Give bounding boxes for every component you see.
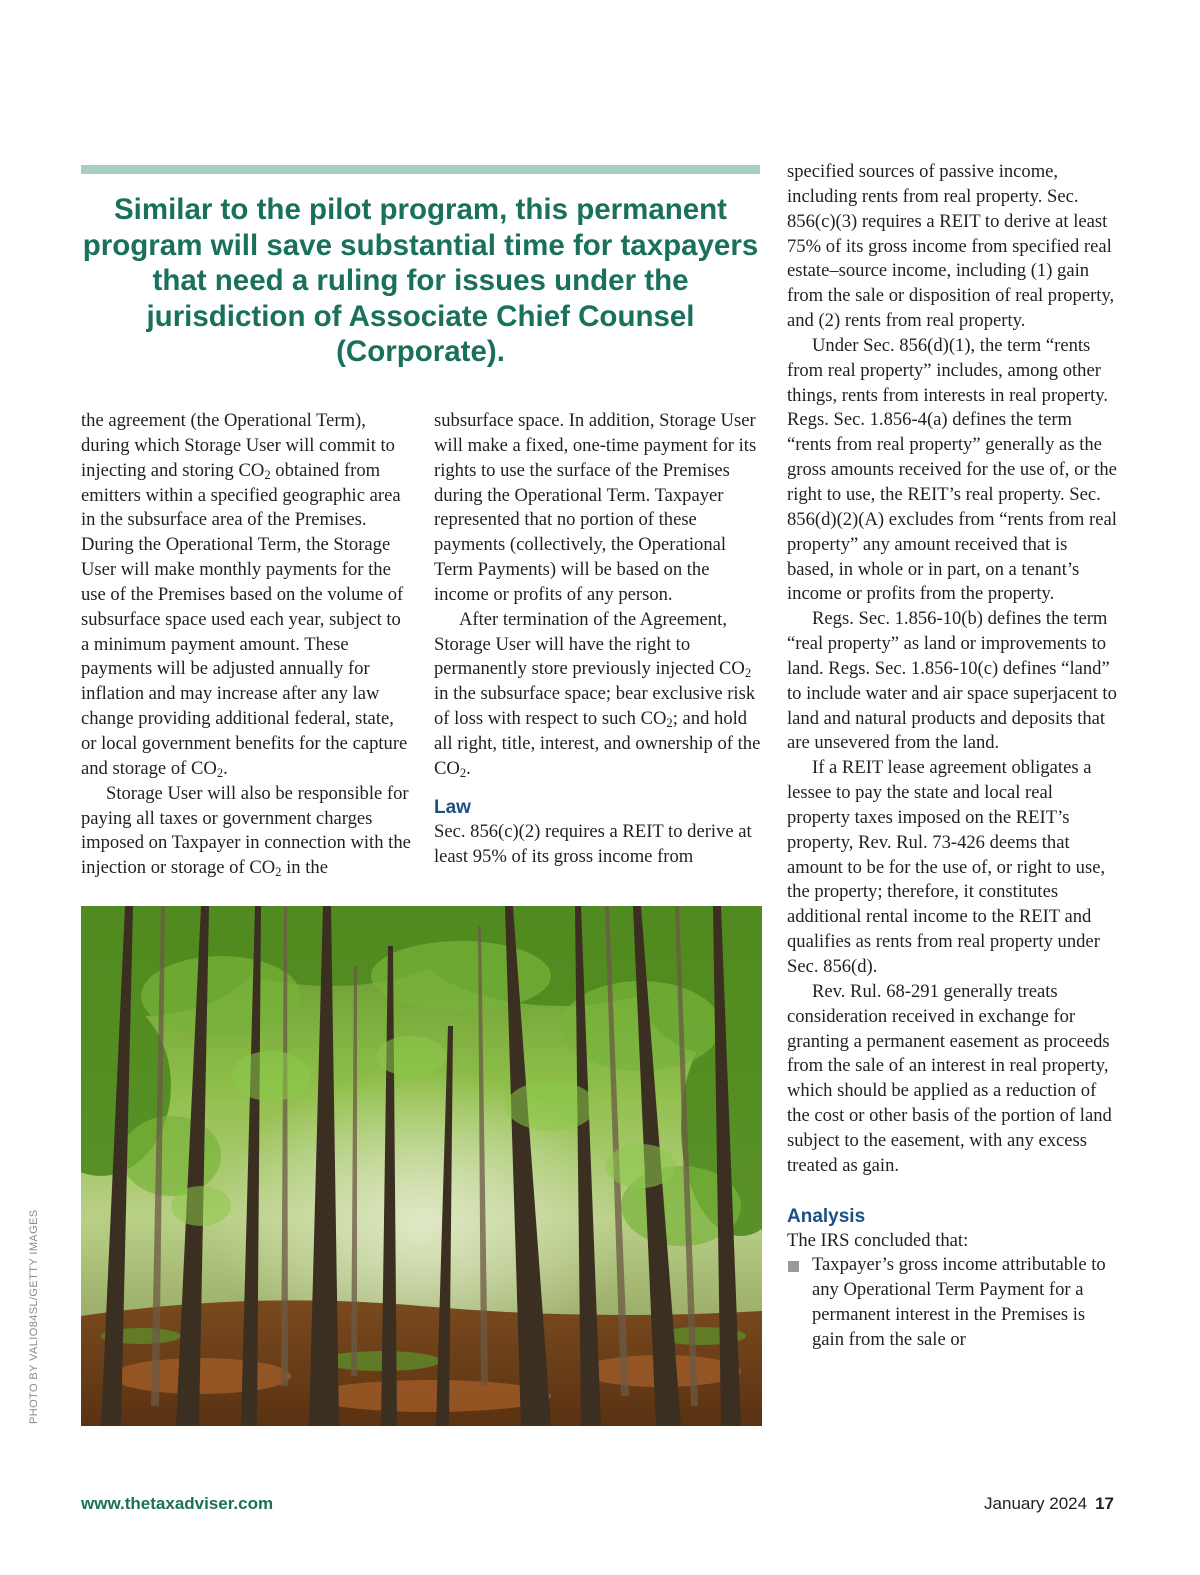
list-item: Taxpayer’s gross income attributable to any Operational Term Payment for a permanent interest in the Premises is gain from the sale or xyxy=(787,1253,1117,1352)
forest-photo xyxy=(81,906,762,1426)
article-column-1 xyxy=(81,409,411,881)
square-bullet-icon xyxy=(788,1261,799,1272)
body-paragraph: After termination of the Agreement, Storage User will have the right to permanently store previously injected $CO_2$ in the subsurface space; bear exclusive risk of loss with respect to such $CO_2$; and hold all right, title, interest, and ownership of the $CO_2$. xyxy=(434,608,761,780)
body-paragraph: Regs. Sec. 1.856-10(b) defines the term “real property” as land or improvements to land. Regs. Sec. 1.856-10(c) defines “land” to include water and air space superjacent to land and natural products and deposits that are unsevered from the land. xyxy=(787,608,1117,754)
body-paragraph: Rev. Rul. 68-291 generally treats consideration received in exchange for granting a permanent easement as proceeds from the sale of an interest in real property, which should be applied as a reduction of the cost or other basis of the portion of land subject to the easement, with any excess treated as gain. xyxy=(787,980,1112,1176)
footer-date: January 2024 xyxy=(984,1494,1088,1513)
section-heading-analysis: Analysis xyxy=(787,1205,866,1227)
section-heading-law: Law xyxy=(434,796,471,818)
article-column-2 xyxy=(434,409,764,869)
photo-credit: PHOTO BY VALIO84SL/GETTY IMAGES xyxy=(28,1209,40,1424)
body-paragraph: Sec. 856(c)(2) requires a REIT to derive at least 95% of its gross income from xyxy=(434,820,752,867)
footer-url[interactable]: www.thetaxadviser.com xyxy=(81,1494,274,1513)
pullquote-top-rule xyxy=(81,165,760,174)
body-paragraph: subsurface space. In addition, Storage User will make a fixed, one-time payment for its rights to use the surface of the Premises during the Operational Term. Taxpayer represented that no portion of these payments (collectively, the Operational Term Payments) will be based on the income or profits of any person. xyxy=(434,410,757,605)
footer-issue xyxy=(984,1494,1114,1514)
body-paragraph: If a REIT lease agreement obligates a lessee to pay the state and local real property taxes imposed on the REIT’s property, Rev. Rul. 73-426 deems that amount to be for the use of, or right to use, the property; therefore, it constitutes additional rental income to the REIT and qualifies as rents from real property under Sec. 856(d). xyxy=(787,757,1106,977)
article-column-3 xyxy=(787,160,1117,1353)
page-number: 17 xyxy=(1095,1494,1114,1513)
body-paragraph: specified sources of passive income, including rents from real property. Sec. 856(c)(3) requires a REIT to derive at least 75% of its gross income from specified real estate–source income, including (1) gain from the sale or disposition of real property, and (2) rents from real property. xyxy=(787,161,1115,332)
body-paragraph: Storage User will also be responsible for paying all taxes or government charges imposed on Taxpayer in connection with the injection or storage of $CO_2$ in the xyxy=(81,782,411,879)
body-paragraph: The IRS concluded that: xyxy=(787,1229,969,1251)
body-paragraph: Under Sec. 856(d)(1), the term “rents from real property” includes, among other things, rents from interests in real property. Regs. Sec. 1.856-4(a) defines the term “rents from real property” generally as the gross amounts received for the use of, or the right to use, the REIT’s real property. Sec. 856(d)(2)(A) excludes from “rents from real property” any amount received that is based, in whole or in part, on a tenant’s income or profits from the property. xyxy=(787,334,1117,605)
body-paragraph: the agreement (the Operational Term), during which Storage User will commit to injecting and storing $CO_2$ obtained from emitters within a specified geographic area in the subsurface area of the Premises. During the Operational Term, the Storage User will make monthly payments for the use of the Premises based on the volume of subsurface space used each year, subject to a minimum payment amount. These payments will be adjusted annually for inflation and may increase after any law change providing additional federal, state, or local government benefits for the capture and storage of $CO_2$. xyxy=(81,410,408,780)
pull-quote: Similar to the pilot program, this permanent program will save substantial time for taxpayers that need a ruling for issues under the jurisdiction of Associate Chief Counsel (Corporate). xyxy=(82,193,759,368)
